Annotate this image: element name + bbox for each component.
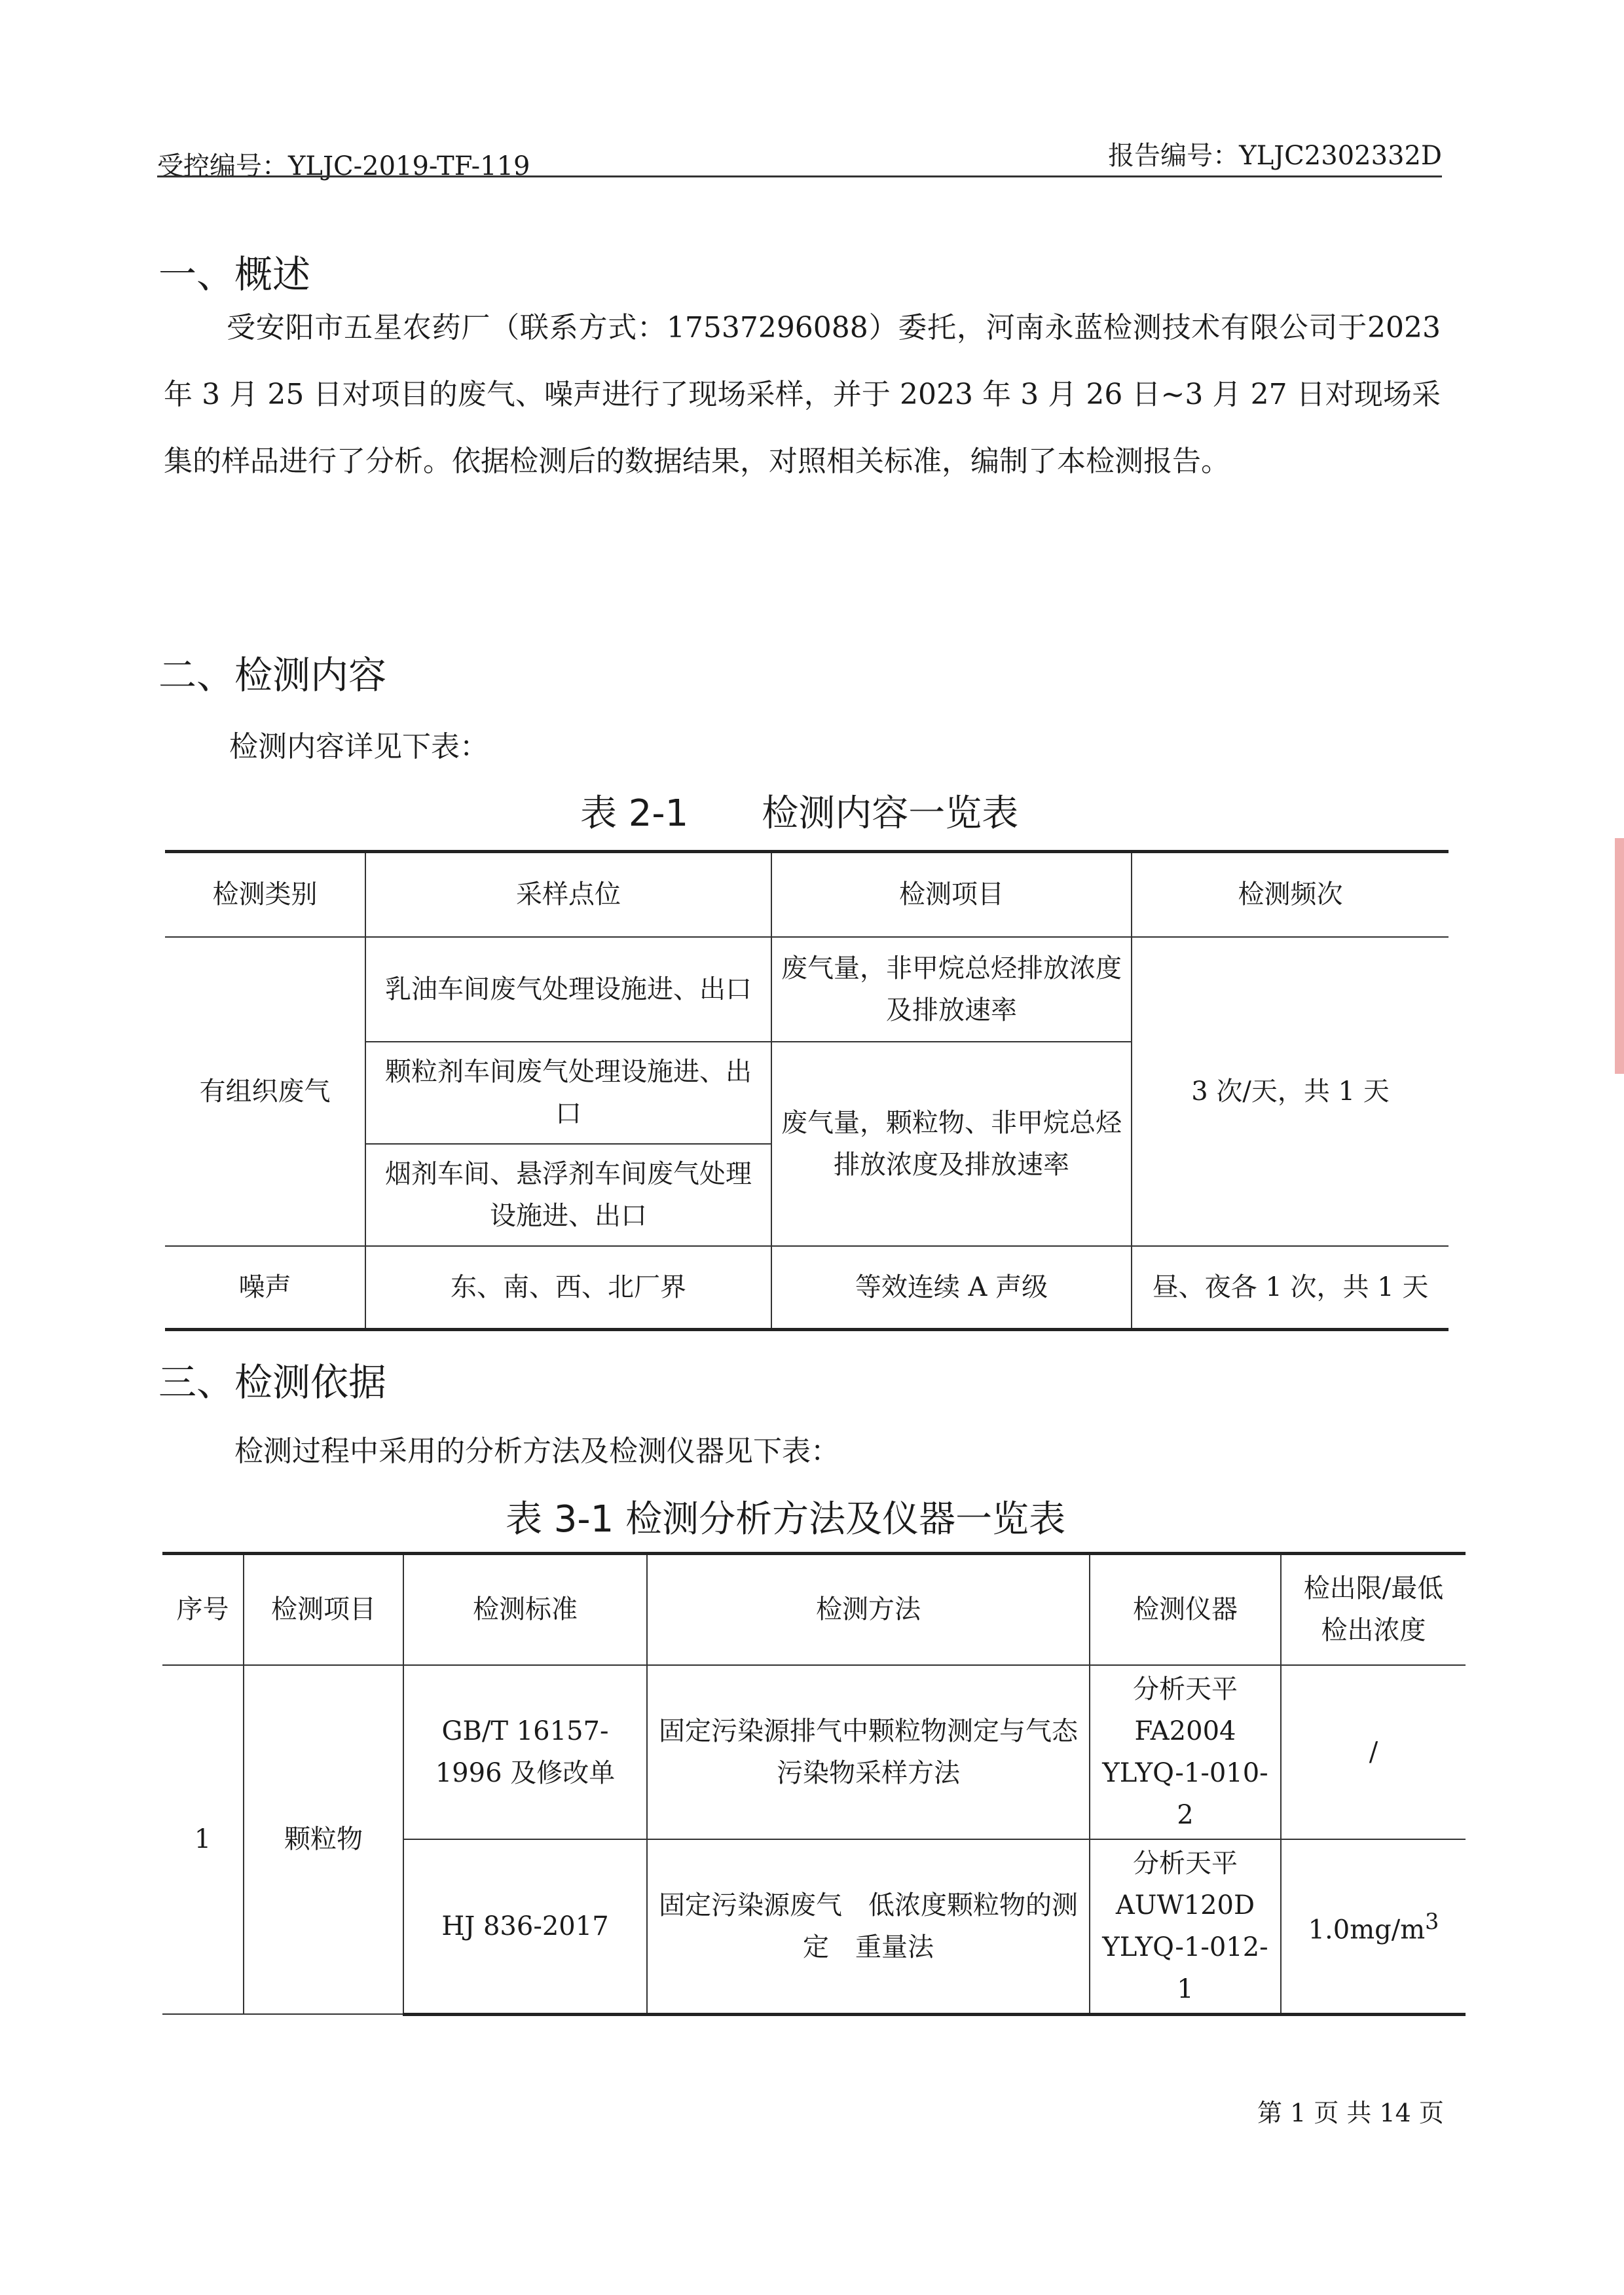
table-header: 检测标准 [403,1554,647,1665]
control-number: 受控编号：YLJC-2019-TF-119 [157,151,530,181]
table-cell: 噪声 [165,1246,365,1330]
table-header: 序号 [162,1554,244,1665]
table-cell: 颗粒剂车间废气处理设施进、出口 [365,1042,771,1144]
table-header: 检测项目 [771,852,1132,937]
content-lead: 检测内容详见下表： [229,730,489,763]
table-cell: 等效连续 A 声级 [771,1246,1132,1330]
table-cell: 固定污染源排气中颗粒物测定与气态污染物采样方法 [647,1665,1090,1839]
table-cell: 分析天平 AUW120D YLYQ-1-012-1 [1090,1839,1281,2015]
header-divider [157,175,1442,177]
table-cell: 1 [162,1665,244,2015]
report-number: 报告编号：YLJC2302332D [1108,141,1442,171]
table-cell: 有组织废气 [165,937,365,1246]
analysis-method-table [162,1552,1466,2016]
table-cell: GB/T 16157-1996 及修改单 [403,1665,647,1839]
table-3-1-caption: 表 3-1 检测分析方法及仪器一览表 [506,1498,1066,1541]
table-cell: 废气量，非甲烷总烃排放浓度及排放速率 [771,937,1132,1042]
table-header: 检测方法 [647,1554,1090,1665]
table-cell: 烟剂车间、悬浮剂车间废气处理设施进、出口 [365,1144,771,1246]
table-cell: 分析天平 FA2004 YLYQ-1-010-2 [1090,1665,1281,1839]
table-cell: HJ 836-2017 [403,1839,647,2015]
page-number: 第 1 页 共 14 页 [1257,2099,1444,2127]
table-cell: 昼、夜各 1 次，共 1 天 [1132,1246,1449,1330]
table-cell: 3 次/天，共 1 天 [1132,937,1449,1246]
section-overview-title: 一、概述 [158,252,311,297]
section-basis-title: 三、检测依据 [158,1360,387,1405]
table-cell: 颗粒物 [244,1665,403,2015]
table-cell: / [1281,1665,1466,1839]
table-header: 采样点位 [365,852,771,937]
table-header: 检测频次 [1132,852,1449,937]
section-content-title: 二、检测内容 [158,653,387,697]
table-2-1-caption: 表 2-1 检测内容一览表 [580,792,1019,835]
table-header: 检测项目 [244,1554,403,1665]
table-header: 检测仪器 [1090,1554,1281,1665]
table-header: 检出限/最低检出浓度 [1281,1554,1466,1665]
seal-edge [1615,838,1624,1074]
table-cell [1281,1839,1466,2015]
limit-value: 1.0mg/m [1308,1915,1426,1945]
overview-paragraph: 受安阳市五星农药厂（联系方式：17537296088）委托，河南永蓝检测技术有限公司于2023 年 3 月 25 日对项目的废气、噪声进行了现场采样，并于 2023 年 3 月 26 日~3 月 27 日对现场采集的样品进行了分析。依据检测后的数据结果，对照相关标准，编制了本检测报告。 [164,311,1441,478]
table-cell: 乳油车间废气处理设施进、出口 [365,937,771,1042]
table-cell: 固定污染源废气 低浓度颗粒物的测定 重量法 [647,1839,1090,2015]
table-cell: 废气量，颗粒物、非甲烷总烃排放浓度及排放速率 [771,1042,1132,1246]
table-cell: 东、南、西、北厂界 [365,1246,771,1330]
limit-unit-superscript: 3 [1425,1909,1439,1935]
detection-content-table [165,850,1449,1331]
basis-lead: 检测过程中采用的分析方法及检测仪器见下表： [234,1435,840,1468]
table-header: 检测类别 [165,852,365,937]
